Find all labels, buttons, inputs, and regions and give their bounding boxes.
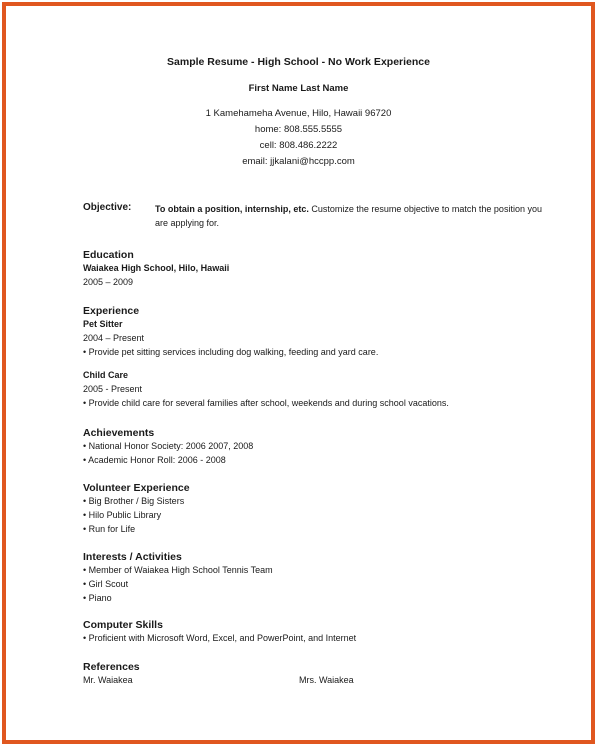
references-heading: References xyxy=(83,661,140,673)
document-frame xyxy=(2,2,595,744)
achievement-item: • Academic Honor Roll: 2006 - 2008 xyxy=(83,454,226,465)
education-heading: Education xyxy=(83,249,134,261)
job-description: • Provide pet sitting services including dog walking, feeding and yard care. xyxy=(83,346,379,357)
achievement-item: • National Honor Society: 2006 2007, 2008 xyxy=(83,441,254,451)
objective-text xyxy=(155,202,553,230)
job-description: • Provide child care for several families after school, weekends and during school vacations. xyxy=(83,397,449,408)
contact-email: email: jjkalani@hccpp.com xyxy=(242,156,355,167)
job-title: Pet Sitter xyxy=(83,319,123,329)
education-section xyxy=(83,248,553,290)
volunteer-item: • Big Brother / Big Sisters xyxy=(83,496,185,506)
job-title: Child Care xyxy=(83,370,129,381)
interests-heading: Interests / Activities xyxy=(83,551,182,563)
achievements-section xyxy=(83,426,553,468)
references-section xyxy=(83,660,553,685)
contact-cell-phone: cell: 808.486.2222 xyxy=(259,140,338,151)
skill-item: • Proficient with Microsoft Word, Excel, and PowerPoint, and Internet xyxy=(83,633,357,643)
education-years: 2005 – 2009 xyxy=(83,276,134,287)
experience-section xyxy=(83,304,553,411)
reference-name: Mr. Waiakea xyxy=(83,675,133,685)
objective-text-rest: Customize the resume objective to match the position you are applying for. xyxy=(155,204,542,228)
applicant-name: First Name Last Name xyxy=(248,83,349,94)
contact-block xyxy=(6,106,591,170)
reference-name: Mrs. Waiakea xyxy=(299,675,354,685)
document-title: Sample Resume - High School - No Work Experience xyxy=(167,56,430,68)
objective-text-bold: To obtain a position, internship, etc. xyxy=(155,204,309,214)
interest-item: • Member of Waiakea High School Tennis Team xyxy=(83,565,273,575)
skills-heading: Computer Skills xyxy=(83,619,163,631)
education-school: Waiakea High School, Hilo, Hawaii xyxy=(83,263,230,273)
contact-address: 1 Kamehameha Avenue, Hilo, Hawaii 96720 xyxy=(205,108,392,119)
objective-label: Objective: xyxy=(83,202,132,213)
volunteer-item: • Hilo Public Library xyxy=(83,509,162,520)
volunteer-section xyxy=(83,481,553,536)
interest-item: • Piano xyxy=(83,592,112,603)
skills-section xyxy=(83,618,553,646)
experience-heading: Experience xyxy=(83,305,140,317)
interest-item: • Girl Scout xyxy=(83,578,129,589)
interests-section xyxy=(83,550,553,605)
job-dates: 2004 – Present xyxy=(83,332,145,343)
contact-home-phone: home: 808.555.5555 xyxy=(254,124,343,135)
volunteer-heading: Volunteer Experience xyxy=(83,482,190,494)
spacer xyxy=(83,359,553,369)
job-dates: 2005 - Present xyxy=(83,384,143,395)
volunteer-item: • Run for Life xyxy=(83,523,136,534)
resume-page xyxy=(6,6,591,740)
achievements-heading: Achievements xyxy=(83,427,155,439)
